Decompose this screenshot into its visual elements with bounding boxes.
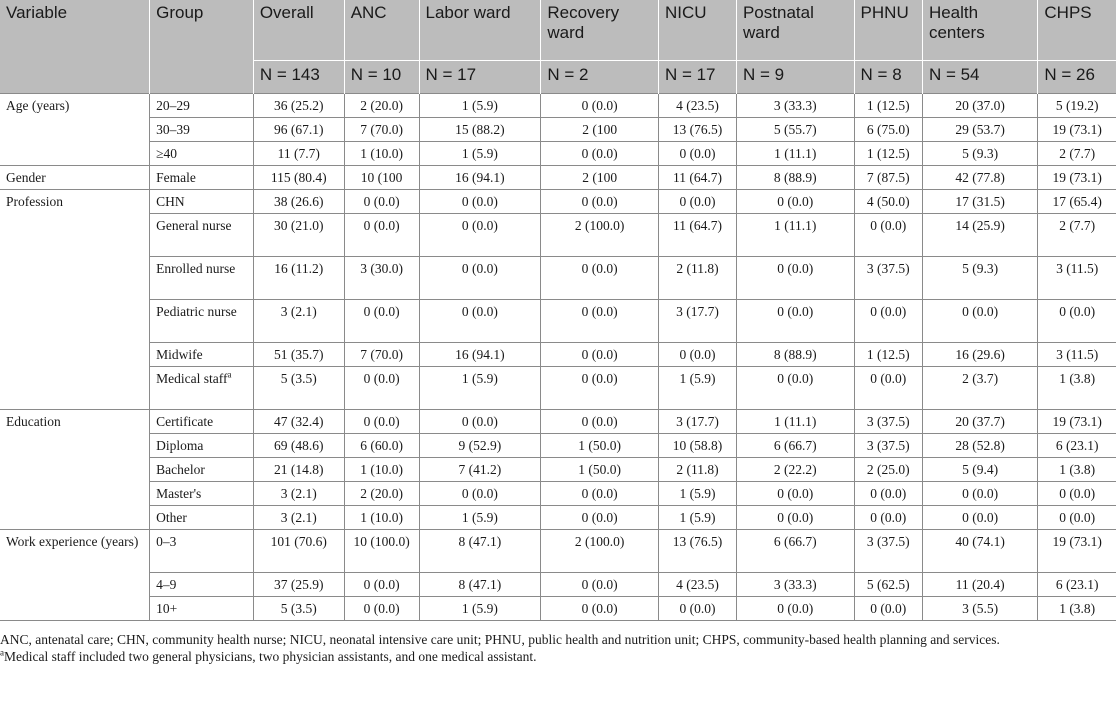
table-row (0, 300, 1116, 343)
value-cell: 3 (37.5) (854, 257, 922, 300)
value-cell: 0 (0.0) (541, 142, 659, 166)
value-cell: 2 (25.0) (854, 458, 922, 482)
value-cell: 0 (0.0) (541, 506, 659, 530)
value-cell: 4 (50.0) (854, 190, 922, 214)
value-cell: 3 (37.5) (854, 434, 922, 458)
sample-size-header: N = 10 (344, 61, 419, 94)
variable-cell: Work experience (years) (0, 530, 150, 621)
value-cell: 38 (26.6) (253, 190, 344, 214)
column-header: PHNU (854, 0, 922, 61)
value-cell: 5 (9.3) (922, 142, 1037, 166)
value-cell: 1 (5.9) (419, 597, 541, 621)
value-cell: 1 (12.5) (854, 343, 922, 367)
value-cell: 8 (47.1) (419, 573, 541, 597)
variable-cell: Gender (0, 166, 150, 190)
sample-size-header: N = 17 (658, 61, 736, 94)
group-label: 0–3 (156, 534, 177, 549)
group-cell (150, 434, 254, 458)
group-label: Female (156, 170, 196, 185)
group-label: Diploma (156, 438, 204, 453)
table-row (0, 142, 1116, 166)
group-label: 30–39 (156, 122, 190, 137)
group-cell (150, 573, 254, 597)
value-cell: 3 (37.5) (854, 530, 922, 573)
table-row (0, 257, 1116, 300)
value-cell: 0 (0.0) (1038, 482, 1116, 506)
group-label: Certificate (156, 414, 214, 429)
value-cell: 1 (10.0) (344, 458, 419, 482)
value-cell: 7 (41.2) (419, 458, 541, 482)
value-cell: 0 (0.0) (736, 597, 854, 621)
value-cell: 0 (0.0) (736, 506, 854, 530)
value-cell: 1 (10.0) (344, 506, 419, 530)
table-row (0, 506, 1116, 530)
value-cell: 17 (31.5) (922, 190, 1037, 214)
value-cell: 0 (0.0) (541, 482, 659, 506)
value-cell: 0 (0.0) (344, 300, 419, 343)
value-cell: 7 (70.0) (344, 118, 419, 142)
table-row (0, 94, 1116, 118)
value-cell: 2 (100.0) (541, 214, 659, 257)
group-label: General nurse (156, 218, 232, 233)
column-header: NICU (658, 0, 736, 61)
value-cell: 20 (37.0) (922, 94, 1037, 118)
group-cell (150, 118, 254, 142)
footnote-mark: a (0, 647, 4, 658)
value-cell: 1 (3.8) (1038, 458, 1116, 482)
value-cell: 0 (0.0) (854, 506, 922, 530)
table-row (0, 190, 1116, 214)
value-cell: 1 (12.5) (854, 94, 922, 118)
value-cell: 1 (5.9) (658, 506, 736, 530)
value-cell: 0 (0.0) (736, 190, 854, 214)
group-label: Master's (156, 486, 202, 501)
sample-size-header: N = 17 (419, 61, 541, 94)
value-cell: 2 (100 (541, 166, 659, 190)
value-cell: 11 (64.7) (658, 166, 736, 190)
value-cell: 1 (11.1) (736, 410, 854, 434)
column-header: Health centers (922, 0, 1037, 61)
value-cell: 0 (0.0) (541, 257, 659, 300)
value-cell: 2 (3.7) (922, 367, 1037, 410)
value-cell: 5 (55.7) (736, 118, 854, 142)
value-cell: 6 (23.1) (1038, 573, 1116, 597)
column-header: ANC (344, 0, 419, 61)
value-cell: 11 (7.7) (253, 142, 344, 166)
table-row (0, 214, 1116, 257)
value-cell: 1 (11.1) (736, 142, 854, 166)
value-cell: 7 (87.5) (854, 166, 922, 190)
value-cell: 19 (73.1) (1038, 118, 1116, 142)
sample-size-header: N = 2 (541, 61, 659, 94)
value-cell: 3 (17.7) (658, 300, 736, 343)
value-cell: 2 (22.2) (736, 458, 854, 482)
value-cell: 5 (3.5) (253, 597, 344, 621)
sample-size-header: N = 54 (922, 61, 1037, 94)
group-cell (150, 190, 254, 214)
value-cell: 0 (0.0) (419, 190, 541, 214)
table-row (0, 343, 1116, 367)
value-cell: 0 (0.0) (419, 257, 541, 300)
value-cell: 3 (11.5) (1038, 257, 1116, 300)
value-cell: 1 (50.0) (541, 458, 659, 482)
value-cell: 1 (5.9) (658, 367, 736, 410)
group-cell (150, 94, 254, 118)
value-cell: 3 (33.3) (736, 573, 854, 597)
value-cell: 3 (2.1) (253, 482, 344, 506)
value-cell: 10 (58.8) (658, 434, 736, 458)
value-cell: 6 (75.0) (854, 118, 922, 142)
column-header: Postnatal ward (736, 0, 854, 61)
group-cell (150, 597, 254, 621)
value-cell: 16 (94.1) (419, 343, 541, 367)
value-cell: 2 (11.8) (658, 257, 736, 300)
value-cell: 6 (66.7) (736, 530, 854, 573)
table-row (0, 166, 1116, 190)
value-cell: 0 (0.0) (541, 343, 659, 367)
value-cell: 19 (73.1) (1038, 410, 1116, 434)
value-cell: 19 (73.1) (1038, 166, 1116, 190)
value-cell: 7 (70.0) (344, 343, 419, 367)
value-cell: 0 (0.0) (419, 214, 541, 257)
group-cell (150, 166, 254, 190)
value-cell: 69 (48.6) (253, 434, 344, 458)
group-cell (150, 482, 254, 506)
value-cell: 96 (67.1) (253, 118, 344, 142)
value-cell: 0 (0.0) (658, 343, 736, 367)
value-cell: 3 (2.1) (253, 506, 344, 530)
group-label: ≥40 (156, 146, 178, 161)
value-cell: 5 (9.4) (922, 458, 1037, 482)
value-cell: 21 (14.8) (253, 458, 344, 482)
column-header: Overall (253, 0, 344, 61)
value-cell: 0 (0.0) (854, 214, 922, 257)
column-header: Labor ward (419, 0, 541, 61)
value-cell: 6 (66.7) (736, 434, 854, 458)
table-row (0, 597, 1116, 621)
table-header (0, 0, 1116, 94)
table-row (0, 482, 1116, 506)
value-cell: 1 (50.0) (541, 434, 659, 458)
value-cell: 3 (33.3) (736, 94, 854, 118)
value-cell: 2 (100.0) (541, 530, 659, 573)
value-cell: 4 (23.5) (658, 573, 736, 597)
group-cell (150, 214, 254, 257)
value-cell: 5 (3.5) (253, 367, 344, 410)
value-cell: 3 (37.5) (854, 410, 922, 434)
group-cell (150, 343, 254, 367)
table-row (0, 530, 1116, 573)
value-cell: 37 (25.9) (253, 573, 344, 597)
group-label: Medical staff (156, 371, 228, 386)
value-cell: 0 (0.0) (344, 367, 419, 410)
value-cell: 2 (20.0) (344, 482, 419, 506)
value-cell: 5 (9.3) (922, 257, 1037, 300)
value-cell: 101 (70.6) (253, 530, 344, 573)
value-cell: 8 (47.1) (419, 530, 541, 573)
value-cell: 28 (52.8) (922, 434, 1037, 458)
group-label: 20–29 (156, 98, 190, 113)
value-cell: 0 (0.0) (854, 597, 922, 621)
value-cell: 36 (25.2) (253, 94, 344, 118)
value-cell: 15 (88.2) (419, 118, 541, 142)
footnote-text: Medical staff included two general physicians, two physician assistants, and one medical assistant. (4, 649, 537, 664)
value-cell: 0 (0.0) (1038, 506, 1116, 530)
table-row (0, 367, 1116, 410)
value-cell: 0 (0.0) (541, 367, 659, 410)
sample-size-header: N = 143 (253, 61, 344, 94)
value-cell: 11 (64.7) (658, 214, 736, 257)
group-cell (150, 410, 254, 434)
group-label: Midwife (156, 347, 203, 362)
value-cell: 42 (77.8) (922, 166, 1037, 190)
value-cell: 30 (21.0) (253, 214, 344, 257)
value-cell: 0 (0.0) (658, 190, 736, 214)
value-cell: 0 (0.0) (344, 214, 419, 257)
value-cell: 115 (80.4) (253, 166, 344, 190)
value-cell: 2 (11.8) (658, 458, 736, 482)
value-cell: 0 (0.0) (419, 300, 541, 343)
group-label: Bachelor (156, 462, 205, 477)
value-cell: 0 (0.0) (1038, 300, 1116, 343)
value-cell: 0 (0.0) (736, 257, 854, 300)
value-cell: 16 (29.6) (922, 343, 1037, 367)
table-row (0, 118, 1116, 142)
value-cell: 0 (0.0) (541, 597, 659, 621)
value-cell: 0 (0.0) (344, 597, 419, 621)
value-cell: 51 (35.7) (253, 343, 344, 367)
sample-size-header: N = 8 (854, 61, 922, 94)
column-header: CHPS (1038, 0, 1116, 61)
value-cell: 0 (0.0) (541, 300, 659, 343)
value-cell: 0 (0.0) (736, 482, 854, 506)
abbreviations-note: ANC, antenatal care; CHN, community health nurse; NICU, neonatal intensive care unit; PHNU, public health and nutrition unit; CHPS, community-based health planning and services. (0, 632, 1000, 647)
value-cell: 8 (88.9) (736, 343, 854, 367)
value-cell: 17 (65.4) (1038, 190, 1116, 214)
value-cell: 1 (3.8) (1038, 597, 1116, 621)
table-row (0, 573, 1116, 597)
value-cell: 14 (25.9) (922, 214, 1037, 257)
column-header: Variable (0, 0, 150, 94)
column-header: Recovery ward (541, 0, 659, 61)
group-cell (150, 142, 254, 166)
value-cell: 16 (11.2) (253, 257, 344, 300)
value-cell: 1 (3.8) (1038, 367, 1116, 410)
value-cell: 47 (32.4) (253, 410, 344, 434)
value-cell: 0 (0.0) (854, 300, 922, 343)
sample-size-header: N = 26 (1038, 61, 1116, 94)
value-cell: 6 (60.0) (344, 434, 419, 458)
table-row (0, 434, 1116, 458)
value-cell: 0 (0.0) (736, 367, 854, 410)
value-cell: 0 (0.0) (344, 573, 419, 597)
value-cell: 2 (7.7) (1038, 214, 1116, 257)
group-label: Enrolled nurse (156, 261, 236, 276)
value-cell: 3 (5.5) (922, 597, 1037, 621)
group-label: 4–9 (156, 577, 177, 592)
value-cell: 16 (94.1) (419, 166, 541, 190)
group-label: CHN (156, 194, 185, 209)
value-cell: 3 (30.0) (344, 257, 419, 300)
group-cell (150, 530, 254, 573)
value-cell: 1 (5.9) (658, 482, 736, 506)
value-cell: 6 (23.1) (1038, 434, 1116, 458)
value-cell: 13 (76.5) (658, 530, 736, 573)
value-cell: 19 (73.1) (1038, 530, 1116, 573)
value-cell: 0 (0.0) (541, 94, 659, 118)
group-label: Pediatric nurse (156, 304, 237, 319)
sample-size-header: N = 9 (736, 61, 854, 94)
value-cell: 0 (0.0) (344, 410, 419, 434)
value-cell: 0 (0.0) (922, 482, 1037, 506)
group-cell (150, 506, 254, 530)
value-cell: 3 (2.1) (253, 300, 344, 343)
table-row (0, 458, 1116, 482)
value-cell: 0 (0.0) (922, 300, 1037, 343)
value-cell: 10 (100 (344, 166, 419, 190)
value-cell: 0 (0.0) (419, 482, 541, 506)
value-cell: 0 (0.0) (658, 597, 736, 621)
group-label: 10+ (156, 601, 178, 616)
column-header: Group (150, 0, 254, 94)
value-cell: 3 (11.5) (1038, 343, 1116, 367)
group-cell (150, 367, 254, 410)
value-cell: 2 (20.0) (344, 94, 419, 118)
footnote-marker: a (227, 369, 232, 380)
value-cell: 40 (74.1) (922, 530, 1037, 573)
value-cell: 1 (11.1) (736, 214, 854, 257)
value-cell: 2 (7.7) (1038, 142, 1116, 166)
table-row (0, 410, 1116, 434)
value-cell: 8 (88.9) (736, 166, 854, 190)
variable-cell: Education (0, 410, 150, 530)
value-cell: 1 (5.9) (419, 506, 541, 530)
value-cell: 4 (23.5) (658, 94, 736, 118)
table-notes (0, 621, 1116, 665)
value-cell: 0 (0.0) (419, 410, 541, 434)
value-cell: 0 (0.0) (922, 506, 1037, 530)
value-cell: 1 (12.5) (854, 142, 922, 166)
value-cell: 1 (10.0) (344, 142, 419, 166)
value-cell: 0 (0.0) (736, 300, 854, 343)
value-cell: 0 (0.0) (854, 482, 922, 506)
value-cell: 0 (0.0) (344, 190, 419, 214)
value-cell: 0 (0.0) (854, 367, 922, 410)
variable-cell: Profession (0, 190, 150, 410)
footnote (0, 648, 1116, 665)
value-cell: 9 (52.9) (419, 434, 541, 458)
group-cell (150, 458, 254, 482)
value-cell: 11 (20.4) (922, 573, 1037, 597)
value-cell: 0 (0.0) (541, 190, 659, 214)
table-body (0, 94, 1116, 621)
group-cell (150, 257, 254, 300)
value-cell: 13 (76.5) (658, 118, 736, 142)
value-cell: 0 (0.0) (541, 573, 659, 597)
variable-cell: Age (years) (0, 94, 150, 166)
value-cell: 0 (0.0) (541, 410, 659, 434)
group-cell (150, 300, 254, 343)
group-label: Other (156, 510, 187, 525)
value-cell: 10 (100.0) (344, 530, 419, 573)
value-cell: 5 (19.2) (1038, 94, 1116, 118)
value-cell: 20 (37.7) (922, 410, 1037, 434)
value-cell: 29 (53.7) (922, 118, 1037, 142)
value-cell: 1 (5.9) (419, 367, 541, 410)
value-cell: 1 (5.9) (419, 142, 541, 166)
value-cell: 2 (100 (541, 118, 659, 142)
value-cell: 0 (0.0) (658, 142, 736, 166)
value-cell: 5 (62.5) (854, 573, 922, 597)
value-cell: 1 (5.9) (419, 94, 541, 118)
value-cell: 3 (17.7) (658, 410, 736, 434)
